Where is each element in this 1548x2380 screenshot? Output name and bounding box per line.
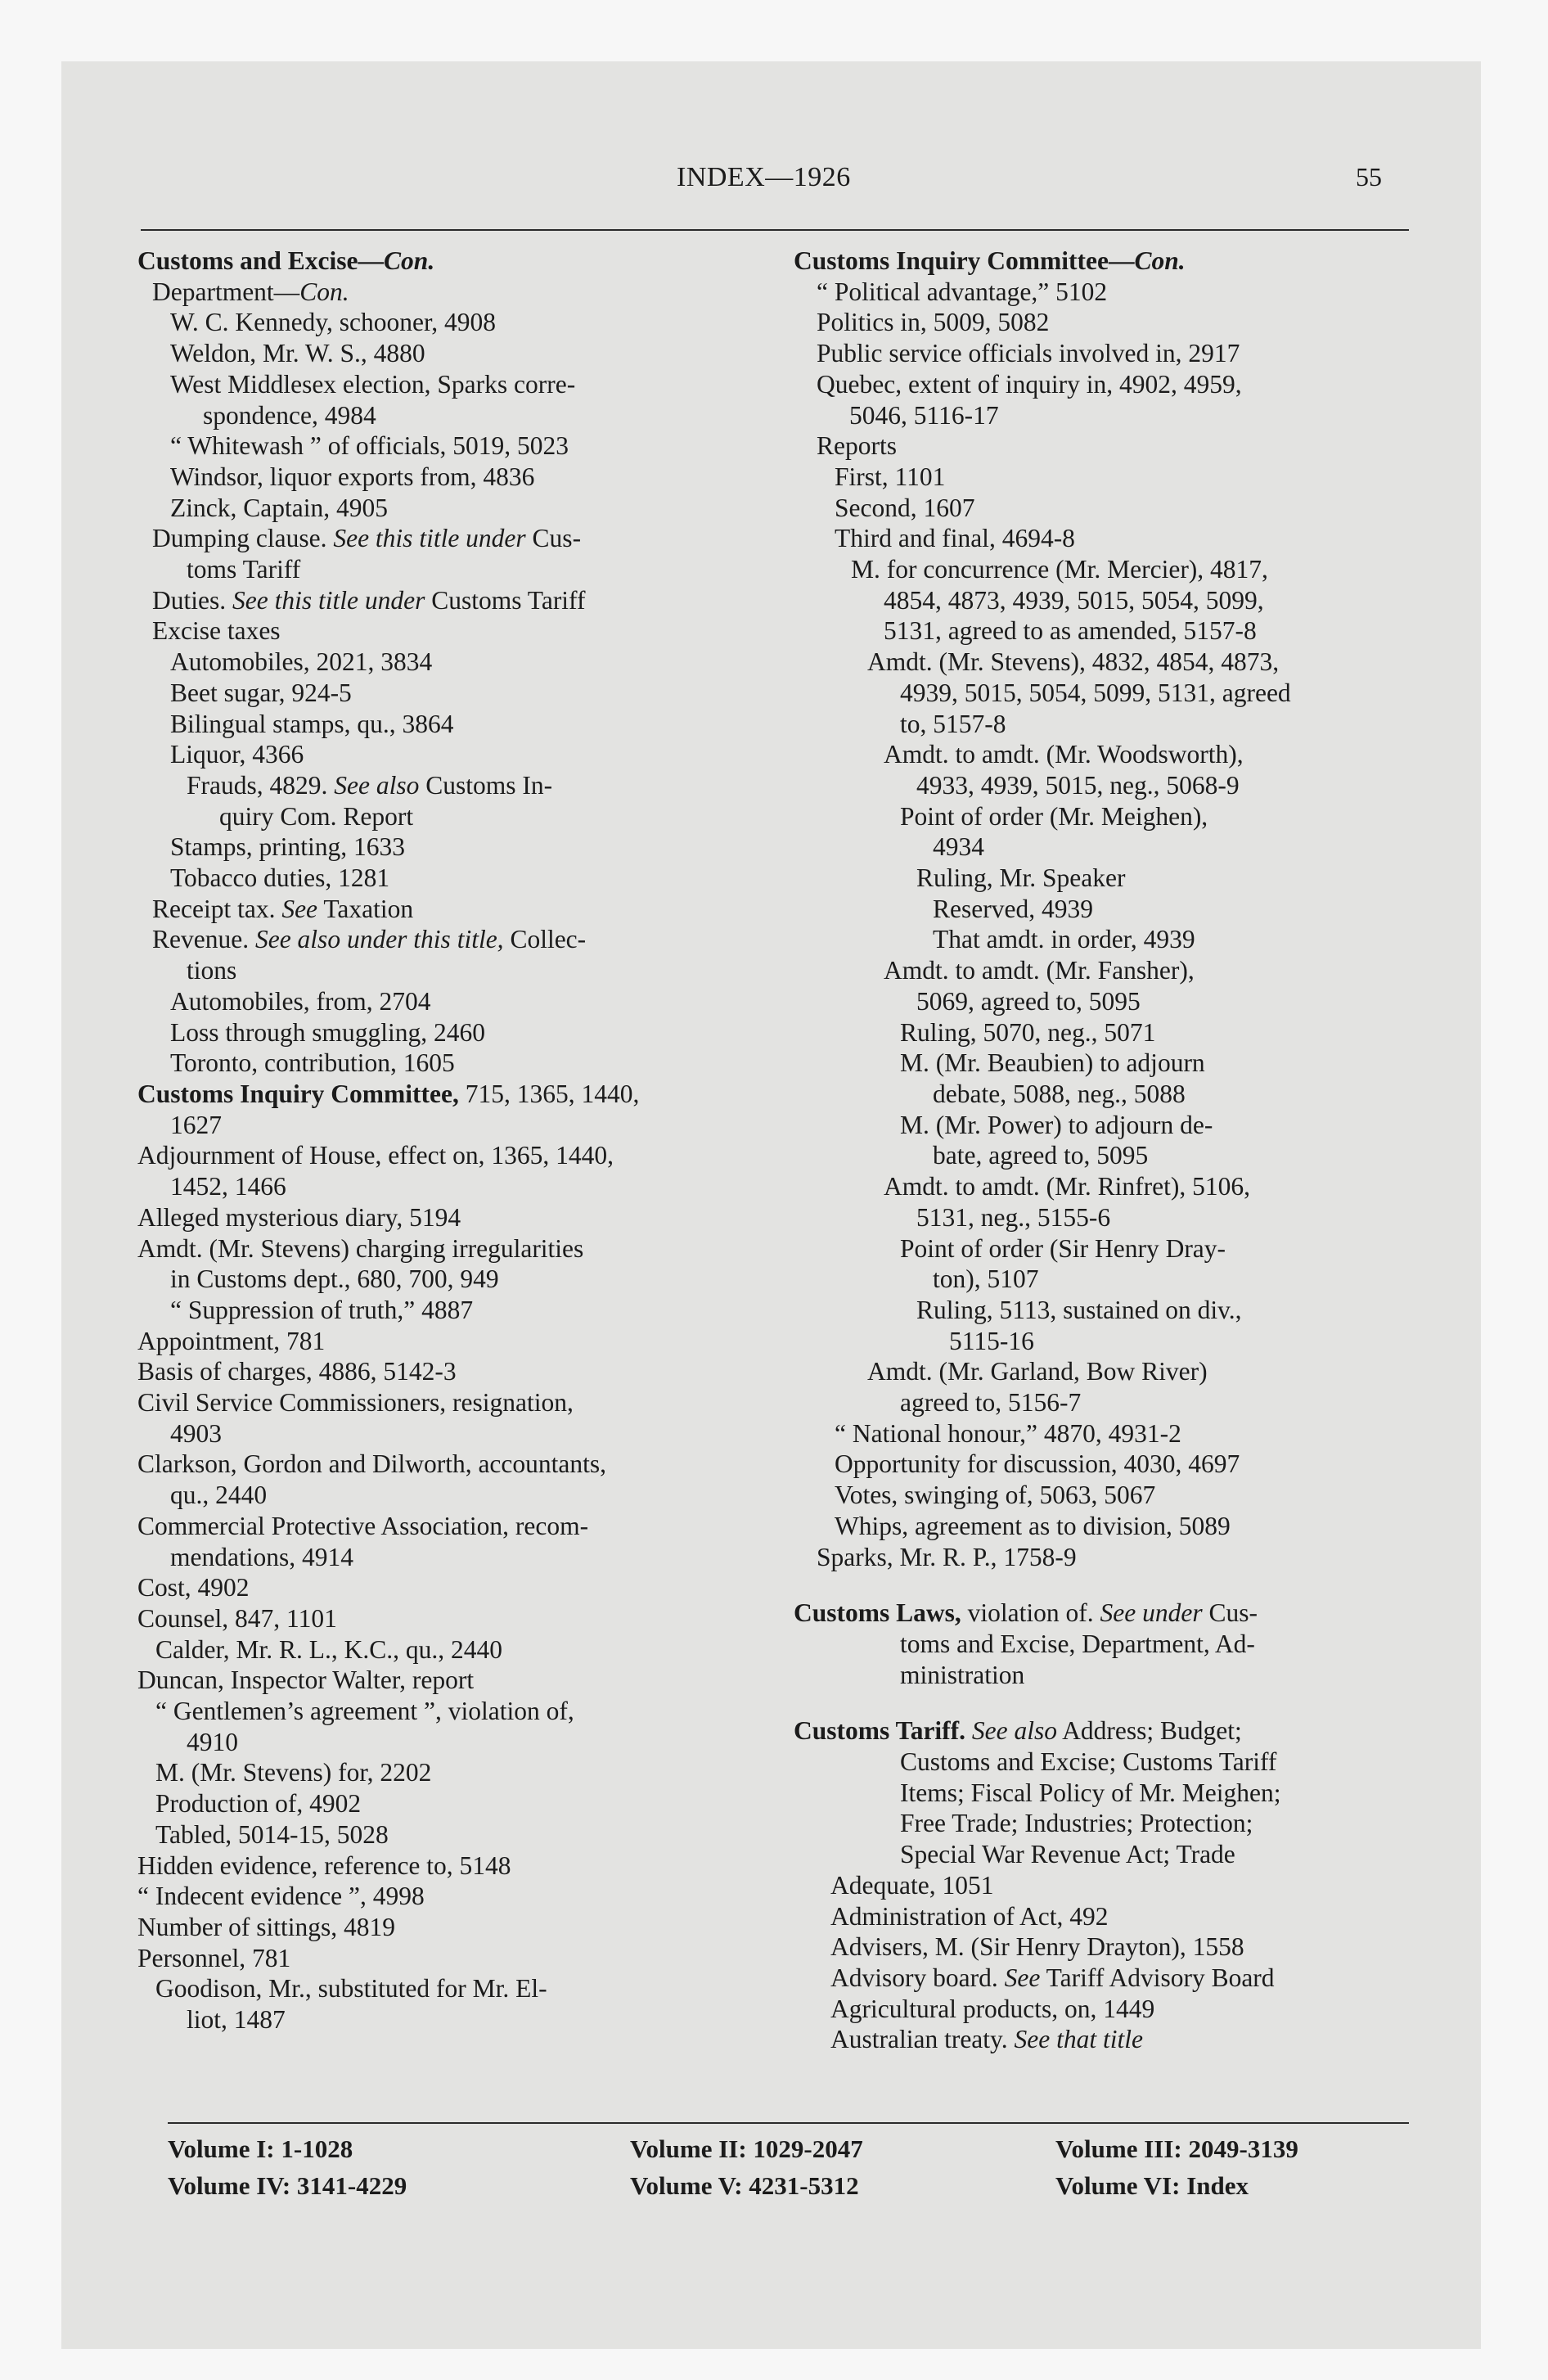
index-entry-text: Con. <box>1134 246 1186 275</box>
index-entry-text: Point of order (Sir Henry Dray- <box>900 1233 1226 1263</box>
index-entry-text: bate, agreed to, 5095 <box>933 1141 1149 1170</box>
index-entry-text: Beet sugar, 924-5 <box>170 678 352 707</box>
index-entry-text: Appointment, 781 <box>137 1326 326 1355</box>
index-entry-line <box>137 801 767 832</box>
index-entry-text: toms and Excise, Department, Ad- <box>900 1629 1255 1658</box>
index-entry-text: Civil Service Commissioners, resignation, <box>137 1388 574 1418</box>
index-entry-line <box>794 1079 1415 1110</box>
index-entry-text: Customs In- <box>419 770 553 800</box>
index-entry-text: Amdt. (Mr. Garland, Bow River) <box>867 1357 1208 1386</box>
header-rule <box>141 229 1409 231</box>
index-entry-text: “ Political advantage,” 5102 <box>817 277 1108 306</box>
index-entry-line <box>794 986 1415 1017</box>
index-entry-text: Receipt tax. <box>152 894 282 923</box>
index-entry-text: Revenue. <box>152 925 255 954</box>
index-entry-text: agreed to, 5156-7 <box>900 1388 1082 1418</box>
index-entry-text: Customs Inquiry Committee— <box>794 246 1135 275</box>
index-entry-text: Excise taxes <box>152 616 281 646</box>
index-entry-line <box>137 1110 767 1141</box>
index-entry-text: Cost, 4902 <box>137 1573 250 1602</box>
index-entry-text: Hidden evidence, reference to, 5148 <box>137 1850 511 1880</box>
index-entry-line <box>794 1449 1415 1480</box>
index-entry-text: 5131, agreed to as amended, 5157-8 <box>884 616 1257 646</box>
index-entry-line <box>794 1542 1415 1573</box>
index-entry-text: Personnel, 781 <box>137 1943 291 1972</box>
index-entry-text: Reserved, 4939 <box>933 894 1093 923</box>
index-entry-text: Ruling, 5113, sustained on div., <box>916 1295 1242 1324</box>
index-entry-line <box>137 1079 767 1110</box>
index-entry-text: Free Trade; Industries; Protection; <box>900 1809 1253 1838</box>
index-entry-line <box>137 647 767 678</box>
index-entry-line <box>137 1387 767 1418</box>
index-entry-line <box>794 739 1415 770</box>
index-entry-text: That amdt. in order, 4939 <box>933 925 1195 954</box>
index-entry-line <box>794 585 1415 616</box>
index-entry-text: First, 1101 <box>835 462 946 491</box>
index-entry-text: Automobiles, from, 2704 <box>170 986 431 1016</box>
index-entry-line <box>794 369 1415 400</box>
index-entry-line <box>137 1788 767 1819</box>
index-entry-text: Adjournment of House, effect on, 1365, 1440, <box>137 1141 614 1170</box>
index-entry-text: W. C. Kennedy, schooner, 4908 <box>170 308 496 337</box>
index-entry-line <box>137 246 767 277</box>
index-entry-line <box>794 770 1415 801</box>
index-entry-text: Bilingual stamps, qu., 3864 <box>170 709 454 738</box>
index-entry-text: Politics in, 5009, 5082 <box>817 308 1050 337</box>
index-entry-line <box>794 801 1415 832</box>
index-entry-text: 5131, neg., 5155-6 <box>916 1202 1111 1232</box>
index-entry-text: Department— <box>152 277 300 306</box>
index-entry-line <box>137 770 767 801</box>
index-entry-text: 715, 1365, 1440, <box>458 1079 640 1108</box>
index-entry-text: Stamps, printing, 1633 <box>170 832 406 862</box>
index-entry-line <box>137 1850 767 1882</box>
index-entry-text: Dumping clause. <box>152 524 334 553</box>
index-entry-text: Customs and Excise— <box>137 246 385 275</box>
index-entry-line <box>794 615 1415 647</box>
index-entry-line <box>794 647 1415 678</box>
index-entry-text: M. (Mr. Power) to adjourn de- <box>900 1110 1213 1139</box>
index-entry-text: Sparks, Mr. R. P., 1758-9 <box>817 1542 1077 1571</box>
index-entry-line <box>137 462 767 493</box>
index-entry-text: “ Whitewash ” of officials, 5019, 5023 <box>170 431 569 461</box>
index-entry-text: Ruling, 5070, neg., 5071 <box>900 1017 1156 1047</box>
index-entry-text: violation of. <box>961 1598 1100 1628</box>
index-entry-text: Amdt. (Mr. Stevens), 4832, 4854, 4873, <box>867 647 1280 677</box>
index-entry-text: Tobacco duties, 1281 <box>170 863 390 893</box>
index-entry-text: Toronto, contribution, 1605 <box>170 1048 455 1078</box>
index-entry-text: tions <box>187 956 237 985</box>
index-entry-text: Clarkson, Gordon and Dilworth, accountants, <box>137 1449 607 1479</box>
index-entry-line <box>794 2024 1415 2055</box>
index-entry-line <box>137 863 767 894</box>
index-entry-line <box>794 1202 1415 1233</box>
index-entry-line <box>137 1665 767 1696</box>
index-entry-line <box>137 1912 767 1943</box>
index-entry-line <box>137 1511 767 1542</box>
index-entry-line <box>137 554 767 585</box>
index-entry-text: Commercial Protective Association, recom- <box>137 1511 589 1540</box>
index-entry-text <box>965 1716 972 1745</box>
index-entry-text: See also <box>971 1716 1058 1746</box>
index-entry-text: See this title under <box>333 524 526 553</box>
index-column-right <box>794 246 1415 2055</box>
index-entry-line <box>137 1634 767 1666</box>
index-entry-text: Taxation <box>317 894 414 923</box>
index-entry-text: Duncan, Inspector Walter, report <box>137 1666 475 1695</box>
index-entry-text: Amdt. to amdt. (Mr. Rinfret), 5106, <box>884 1172 1250 1201</box>
index-entry-text: 1452, 1466 <box>170 1172 286 1201</box>
index-entry-line <box>794 863 1415 894</box>
index-entry-line <box>137 1264 767 1295</box>
index-entry-line <box>794 1963 1415 1994</box>
index-entry-line <box>137 1943 767 1974</box>
index-entry-text: Advisory board. <box>830 1963 1005 1992</box>
index-entry-line <box>137 523 767 554</box>
index-entry-line <box>794 1387 1415 1418</box>
index-entry-line <box>137 400 767 431</box>
index-entry-text: to, 5157-8 <box>900 709 1006 738</box>
index-entry-text: liot, 1487 <box>187 2005 286 2035</box>
index-entry-text: 1627 <box>170 1110 222 1139</box>
index-entry-text: “ Suppression of truth,” 4887 <box>170 1295 474 1324</box>
index-entry-line <box>794 1171 1415 1202</box>
index-entry-text: See under <box>1100 1598 1203 1628</box>
index-entry-text: Number of sittings, 4819 <box>137 1912 395 1941</box>
index-entry-line <box>794 462 1415 493</box>
index-entry-line <box>137 1140 767 1171</box>
index-entry-line <box>794 832 1415 863</box>
index-entry-text: qu., 2440 <box>170 1481 268 1510</box>
index-entry-text: Items; Fiscal Policy of Mr. Meighen; <box>900 1778 1281 1807</box>
index-entry-text: 4903 <box>170 1418 222 1448</box>
index-entry-line <box>137 1326 767 1357</box>
index-entry-text: Address; Budget; <box>1057 1716 1242 1746</box>
index-entry-text: Ruling, Mr. Speaker <box>916 863 1126 893</box>
page-number: 55 <box>1356 162 1382 192</box>
index-entry-line <box>137 1202 767 1233</box>
index-entry-text: See this title under <box>232 585 425 615</box>
volume-5-range: Volume V: 4231-5312 <box>630 2171 859 2200</box>
index-entry-text: Automobiles, 2021, 3834 <box>170 647 433 677</box>
index-entry-text: Administration of Act, 492 <box>830 1901 1109 1931</box>
index-entry-text: 5069, agreed to, 5095 <box>916 986 1141 1016</box>
index-entry-text: “ Gentlemen’s agreement ”, violation of, <box>155 1697 574 1726</box>
index-entry-text: Customs Laws, <box>794 1598 961 1628</box>
index-entry-text: Adequate, 1051 <box>830 1870 994 1900</box>
index-entry-text: See also under this title, <box>254 925 504 954</box>
index-entry-text: Cus- <box>1202 1598 1258 1628</box>
index-entry-line <box>137 430 767 462</box>
index-entry-line <box>137 955 767 986</box>
index-entry-line <box>794 1110 1415 1141</box>
index-entry-line <box>794 678 1415 709</box>
index-entry-line <box>137 894 767 925</box>
index-entry-text: Duties. <box>152 585 232 615</box>
index-entry-text: Amdt. (Mr. Stevens) charging irregularities <box>137 1233 584 1263</box>
index-entry-text: See also <box>334 770 420 800</box>
index-entry-text: Special War Revenue Act; Trade <box>900 1840 1235 1869</box>
index-entry-line <box>794 1715 1415 1747</box>
index-entry-text: Amdt. to amdt. (Mr. Fansher), <box>884 956 1195 985</box>
index-entry-line <box>794 1264 1415 1295</box>
index-entry-text: See <box>1004 1963 1041 1992</box>
entry-gap <box>794 1572 1415 1598</box>
page-header-title: INDEX—1926 <box>677 162 851 192</box>
index-entry-line <box>137 1233 767 1264</box>
index-entry-text: spondence, 4984 <box>203 400 376 430</box>
index-entry-line <box>794 1480 1415 1511</box>
index-entry-line <box>794 1778 1415 1809</box>
index-entry-line <box>137 1757 767 1788</box>
index-entry-text: Public service officials involved in, 2917 <box>817 339 1240 368</box>
index-entry-line <box>794 430 1415 462</box>
index-entry-line <box>794 955 1415 986</box>
index-entry-line <box>794 1326 1415 1357</box>
index-entry-text: Frauds, 4829. <box>187 770 335 800</box>
index-entry-text: Loss through smuggling, 2460 <box>170 1017 486 1047</box>
index-entry-line <box>137 277 767 308</box>
index-entry-line <box>137 307 767 338</box>
index-entry-text: Liquor, 4366 <box>170 740 304 769</box>
index-entry-text: Second, 1607 <box>835 493 975 522</box>
index-entry-line <box>137 1295 767 1326</box>
index-entry-line <box>137 369 767 400</box>
index-entry-line <box>137 1819 767 1850</box>
index-entry-text: Advisers, M. (Sir Henry Drayton), 1558 <box>830 1932 1244 1962</box>
index-entry-line <box>794 1511 1415 1542</box>
index-entry-line <box>794 246 1415 277</box>
index-entry-line <box>794 1233 1415 1264</box>
index-entry-text: Con. <box>299 277 349 306</box>
index-entry-line <box>794 307 1415 338</box>
index-entry-line <box>137 1418 767 1449</box>
index-entry-line <box>794 493 1415 524</box>
index-entry-line <box>137 709 767 740</box>
index-entry-text: Cus- <box>525 524 582 553</box>
index-entry-line <box>137 832 767 863</box>
index-entry-text: 5115-16 <box>949 1326 1034 1355</box>
index-entry-text: Goodison, Mr., substituted for Mr. El- <box>155 1974 547 2004</box>
index-entry-line <box>794 400 1415 431</box>
index-column-left <box>137 246 767 2035</box>
index-entry-text: Customs Inquiry Committee, <box>137 1079 459 1108</box>
index-entry-line <box>794 1017 1415 1048</box>
index-entry-line <box>794 1660 1415 1691</box>
index-entry-line <box>794 894 1415 925</box>
index-entry-text: Customs Tariff. <box>794 1716 966 1746</box>
index-entry-line <box>794 1870 1415 1901</box>
index-entry-text: M. (Mr. Beaubien) to adjourn <box>900 1048 1205 1078</box>
index-entry-text: Customs and Excise; Customs Tariff <box>900 1747 1277 1777</box>
index-entry-line <box>794 1598 1415 1629</box>
index-entry-line <box>794 1839 1415 1870</box>
volume-2-range: Volume II: 1029-2047 <box>630 2134 863 2163</box>
index-entry-line <box>794 1994 1415 2025</box>
index-entry-text: Australian treaty. <box>830 2025 1015 2054</box>
index-entry-text: 4934 <box>933 832 984 862</box>
index-entry-line <box>137 1048 767 1079</box>
volume-3-range: Volume III: 2049-3139 <box>1055 2134 1298 2163</box>
index-entry-text: Quebec, extent of inquiry in, 4902, 4959, <box>817 369 1242 399</box>
index-entry-line <box>794 1295 1415 1326</box>
index-entry-line <box>137 1449 767 1480</box>
index-entry-text: Basis of charges, 4886, 5142-3 <box>137 1357 457 1386</box>
index-entry-line <box>794 277 1415 308</box>
index-entry-text: Calder, Mr. R. L., K.C., qu., 2440 <box>155 1634 502 1664</box>
footer-rule <box>168 2122 1409 2124</box>
index-entry-line <box>137 2004 767 2035</box>
index-entry-text: Opportunity for discussion, 4030, 4697 <box>835 1449 1240 1479</box>
index-entry-text: ministration <box>900 1660 1025 1689</box>
index-entry-line <box>794 554 1415 585</box>
index-entry-line <box>794 1901 1415 1932</box>
index-entry-text: ton), 5107 <box>933 1264 1039 1294</box>
index-entry-line <box>137 615 767 647</box>
index-entry-text: 5046, 5116-17 <box>849 400 999 430</box>
index-entry-text: Production of, 4902 <box>155 1789 362 1819</box>
index-entry-line <box>137 1572 767 1603</box>
index-entry-line <box>794 1629 1415 1660</box>
index-entry-text: Amdt. to amdt. (Mr. Woodsworth), <box>884 740 1244 769</box>
index-entry-text: debate, 5088, neg., 5088 <box>933 1079 1186 1108</box>
index-entry-text: West Middlesex election, Sparks corre- <box>170 369 576 399</box>
index-entry-text: 4939, 5015, 5054, 5099, 5131, agreed <box>900 678 1291 707</box>
index-entry-line <box>137 1356 767 1387</box>
index-entry-line <box>137 1696 767 1727</box>
index-entry-text: Collec- <box>503 925 587 954</box>
index-entry-text: See that title <box>1014 2025 1143 2054</box>
index-entry-line <box>137 1017 767 1048</box>
index-entry-text: Windsor, liquor exports from, 4836 <box>170 462 535 491</box>
index-entry-text: Votes, swinging of, 5063, 5067 <box>835 1481 1156 1510</box>
volume-4-range: Volume IV: 3141-4229 <box>168 2171 407 2200</box>
index-entry-text: M. for concurrence (Mr. Mercier), 4817, <box>851 555 1268 584</box>
index-entry-text: Reports <box>817 431 897 461</box>
index-entry-text: Zinck, Captain, 4905 <box>170 493 388 522</box>
index-entry-text: Agricultural products, on, 1449 <box>830 1994 1155 2023</box>
index-entry-text: Tabled, 5014-15, 5028 <box>155 1819 389 1849</box>
index-entry-text: “ Indecent evidence ”, 4998 <box>137 1882 425 1911</box>
index-entry-text: Counsel, 847, 1101 <box>137 1603 337 1633</box>
index-entry-text: toms Tariff <box>187 555 301 584</box>
index-entry-text: Customs Tariff <box>425 585 586 615</box>
index-entry-text: in Customs dept., 680, 700, 949 <box>170 1264 499 1294</box>
volume-1-range: Volume I: 1-1028 <box>168 2134 353 2163</box>
index-entry-line <box>137 1603 767 1634</box>
index-entry-text: See <box>281 894 318 923</box>
index-entry-text: 4910 <box>187 1727 238 1756</box>
index-entry-line <box>137 986 767 1017</box>
index-entry-text: 4933, 4939, 5015, neg., 5068-9 <box>916 770 1240 800</box>
index-entry-text: “ National honour,” 4870, 4931-2 <box>835 1418 1181 1448</box>
index-entry-line <box>137 338 767 369</box>
index-entry-line <box>137 1881 767 1912</box>
volume-6-range: Volume VI: Index <box>1055 2171 1249 2200</box>
index-entry-line <box>794 1418 1415 1449</box>
index-entry-line <box>137 1727 767 1758</box>
index-entry-text: 4854, 4873, 4939, 5015, 5054, 5099, <box>884 585 1264 615</box>
index-entry-line <box>794 338 1415 369</box>
index-entry-line <box>794 924 1415 955</box>
index-entry-text: Alleged mysterious diary, 5194 <box>137 1202 461 1232</box>
index-entry-text: Whips, agreement as to division, 5089 <box>835 1511 1231 1540</box>
index-entry-line <box>137 924 767 955</box>
index-entry-line <box>794 709 1415 740</box>
index-entry-text: Tariff Advisory Board <box>1040 1963 1275 1992</box>
index-entry-line <box>137 1171 767 1202</box>
index-entry-line <box>137 739 767 770</box>
index-entry-line <box>794 1140 1415 1171</box>
index-entry-text: Con. <box>384 246 435 275</box>
index-entry-text: Weldon, Mr. W. S., 4880 <box>170 339 425 368</box>
index-entry-line <box>794 1356 1415 1387</box>
index-entry-line <box>794 1048 1415 1079</box>
index-entry-line <box>137 585 767 616</box>
index-entry-line <box>794 1747 1415 1778</box>
index-entry-text: mendations, 4914 <box>170 1542 353 1571</box>
index-entry-text: quiry Com. Report <box>219 801 414 831</box>
index-entry-line <box>137 493 767 524</box>
index-entry-line <box>137 1542 767 1573</box>
index-entry-line <box>137 1480 767 1511</box>
index-entry-line <box>794 1931 1415 1963</box>
entry-gap <box>794 1690 1415 1715</box>
index-entry-text: Point of order (Mr. Meighen), <box>900 801 1208 831</box>
index-entry-text: Third and final, 4694-8 <box>835 524 1075 553</box>
index-entry-line <box>137 678 767 709</box>
index-entry-text: M. (Mr. Stevens) for, 2202 <box>155 1758 432 1787</box>
index-entry-line <box>794 523 1415 554</box>
index-entry-line <box>794 1808 1415 1839</box>
index-entry-line <box>137 1973 767 2004</box>
